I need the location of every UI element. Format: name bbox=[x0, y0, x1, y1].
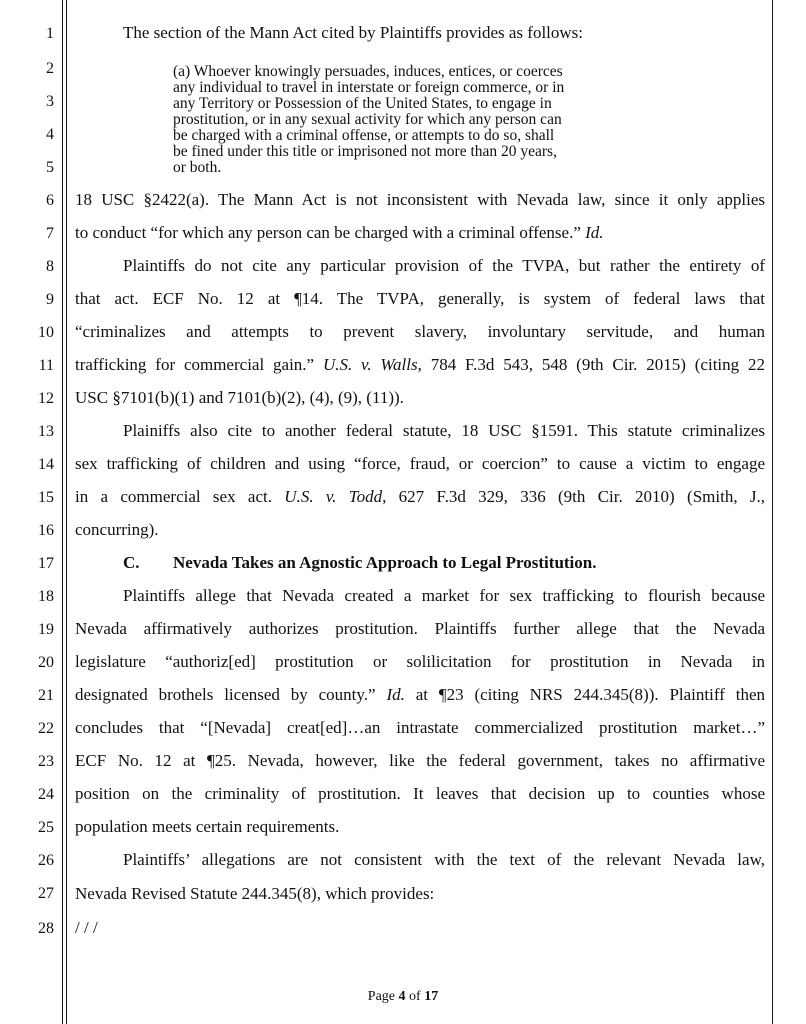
left-margin-rule-outer bbox=[62, 0, 63, 1024]
text-line: sex trafficking of children and using “force, fraud, or coercion” to cause a victim to engage bbox=[75, 454, 765, 473]
quote-line: or both. bbox=[173, 159, 222, 176]
line-number: 18 bbox=[38, 588, 54, 605]
text-line: legislature “authoriz[ed] prostitution or solilicitation for prostitution in Nevada in bbox=[75, 652, 765, 671]
citation-italic: Id. bbox=[386, 685, 405, 704]
line-number: 27 bbox=[38, 885, 54, 902]
page-label: Page bbox=[367, 989, 399, 1004]
quote-line: any individual to travel in interstate or foreign commerce, or in bbox=[173, 79, 565, 96]
text-line bbox=[75, 355, 765, 375]
line-number: 13 bbox=[38, 423, 54, 440]
line-number: 24 bbox=[38, 786, 54, 803]
text-run: trafficking for commercial gain.” bbox=[75, 355, 323, 374]
line-number: 17 bbox=[38, 555, 54, 572]
quote-line: be charged with a criminal offense, or attempts to do so, shall bbox=[173, 127, 555, 144]
right-margin-rule bbox=[772, 0, 773, 1024]
line-number: 20 bbox=[38, 654, 54, 671]
text-run: , 784 F.3d 543, 548 (9th Cir. 2015) (citing 22 bbox=[417, 355, 765, 374]
line-number: 10 bbox=[38, 324, 54, 341]
line-number: 22 bbox=[38, 720, 54, 737]
line-number: 28 bbox=[38, 920, 54, 937]
text-run: designated brothels licensed by county.” bbox=[75, 685, 387, 704]
text-line: 18 USC §2422(a). The Mann Act is not inconsistent with Nevada law, since it only applies bbox=[75, 190, 765, 209]
line-number: 25 bbox=[38, 819, 54, 836]
line-number: 21 bbox=[38, 687, 54, 704]
text-line: Plaintiffs’ allegations are not consistent with the text of the relevant Nevada law, bbox=[123, 850, 765, 869]
text-run: at ¶23 (citing NRS 244.345(8)). Plaintiff then bbox=[404, 685, 766, 704]
text-run: to conduct “for which any person can be charged with a criminal offense.” bbox=[75, 223, 586, 242]
page-number: 4 bbox=[398, 989, 406, 1004]
line-number: 16 bbox=[38, 522, 54, 539]
text-line: ECF No. 12 at ¶25. Nevada, however, like the federal government, takes no affirmative bbox=[75, 751, 765, 770]
line-number: 15 bbox=[38, 489, 54, 506]
text-line: concludes that “[Nevada] creat[ed]…an intrastate commercialized prostitution market…” bbox=[75, 718, 765, 737]
case-name-italic: U.S. v. Walls bbox=[322, 355, 418, 374]
line-number: 9 bbox=[46, 291, 54, 308]
line-number: 19 bbox=[38, 621, 54, 638]
text-line: Plaintiffs do not cite any particular provision of the TVPA, but rather the entirety of bbox=[123, 256, 765, 275]
line-number: 12 bbox=[38, 390, 54, 407]
page-footer bbox=[0, 988, 806, 1006]
line-number: 3 bbox=[46, 93, 54, 110]
text-line: Nevada Revised Statute 244.345(8), which provides: bbox=[75, 884, 435, 903]
text-line: Plainiffs also cite to another federal statute, 18 USC §1591. This statute criminalizes bbox=[123, 421, 765, 440]
text-line: that act. ECF No. 12 at ¶14. The TVPA, generally, is system of federal laws that bbox=[75, 289, 765, 308]
line-number: 23 bbox=[38, 753, 54, 770]
case-name-italic: U.S. v. Todd bbox=[284, 487, 383, 506]
left-margin-rule-inner bbox=[66, 0, 67, 1024]
section-heading bbox=[123, 553, 597, 573]
page-of-label: of bbox=[405, 989, 425, 1004]
text-line: “criminalizes and attempts to prevent slavery, involuntary servitude, and human bbox=[75, 322, 765, 341]
line-number: 1 bbox=[46, 25, 54, 42]
text-line bbox=[75, 223, 604, 243]
line-number: 7 bbox=[46, 225, 54, 242]
quote-line: prostitution, or in any sexual activity for which any person can bbox=[173, 111, 562, 128]
text-line: Nevada affirmatively authorizes prostitution. Plaintiffs further allege that the Nevada bbox=[75, 619, 765, 638]
citation-italic: Id. bbox=[585, 223, 604, 242]
text-line: concurring). bbox=[75, 520, 159, 539]
page-total: 17 bbox=[424, 989, 439, 1004]
line-number: 14 bbox=[38, 456, 54, 473]
line-number: 11 bbox=[38, 357, 54, 374]
text-line: / / / bbox=[75, 918, 98, 937]
text-run: in a commercial sex act. bbox=[75, 487, 285, 506]
text-line: USC §7101(b)(1) and 7101(b)(2), (4), (9), (11)). bbox=[75, 388, 404, 407]
text-line: Plaintiffs allege that Nevada created a market for sex trafficking to flourish because bbox=[123, 586, 765, 605]
line-number: 5 bbox=[46, 159, 54, 176]
text-line: population meets certain requirements. bbox=[75, 817, 340, 836]
section-heading-text: Nevada Takes an Agnostic Approach to Legal Prostitution. bbox=[173, 553, 597, 572]
text-line: position on the criminality of prostitution. It leaves that decision up to counties whose bbox=[75, 784, 765, 803]
text-line bbox=[75, 685, 765, 705]
line-number: 8 bbox=[46, 258, 54, 275]
quote-line: (a) Whoever knowingly persuades, induces, entices, or coerces bbox=[173, 63, 563, 80]
line-number: 2 bbox=[46, 60, 54, 77]
section-heading-letter: C. bbox=[123, 553, 140, 572]
text-line bbox=[75, 487, 765, 507]
quote-line: any Territory or Possession of the United States, to engage in bbox=[173, 95, 552, 112]
text-line: The section of the Mann Act cited by Plaintiffs provides as follows: bbox=[123, 23, 584, 42]
line-number: 26 bbox=[38, 852, 54, 869]
quote-line: be fined under this title or imprisoned not more than 20 years, bbox=[173, 143, 557, 160]
line-number: 4 bbox=[46, 126, 54, 143]
text-run: , 627 F.3d 329, 336 (9th Cir. 2010) (Smith, J., bbox=[382, 487, 765, 506]
line-number: 6 bbox=[46, 192, 54, 209]
